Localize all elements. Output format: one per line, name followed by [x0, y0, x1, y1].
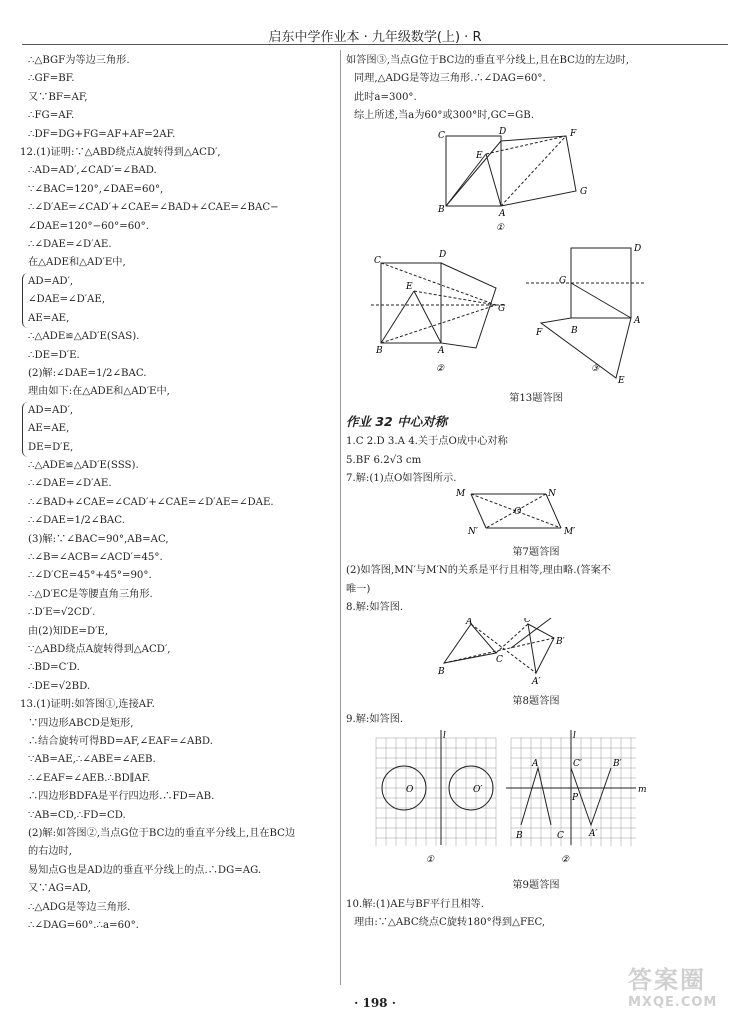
- text-line: ∴FG=AF.: [28, 110, 75, 122]
- svg-text:B: B: [438, 204, 445, 215]
- left-column: [20, 52, 338, 936]
- text-line: 8.解:如答图.: [346, 602, 404, 614]
- text-line: (2)解:∠DAE=1/2∠BAC.: [28, 367, 147, 379]
- text-line: 10.解:(1)AE与BF平行且相等.: [346, 898, 484, 910]
- text-line: ∴∠BAD+∠CAE=∠CAD′+∠CAE=∠D′AE=∠DAE.: [28, 496, 274, 508]
- text-line: AE=AE,: [28, 423, 70, 435]
- svg-text:E: E: [476, 150, 483, 161]
- answer-line: 7.解:(1)点O如答图所示.: [346, 473, 457, 485]
- text-line: 在△ADE和△AD′E中,: [28, 257, 126, 269]
- svg-text:O′: O′: [473, 784, 483, 795]
- figure-9: [346, 730, 726, 870]
- text-line: ∴∠DAE=∠D′AE.: [28, 478, 112, 490]
- svg-text:F: F: [570, 128, 577, 139]
- svg-text:m: m: [638, 784, 647, 795]
- svg-text:C: C: [496, 654, 503, 665]
- text-line: ∵△ABD绕点A旋转得到△ACD′,: [28, 644, 171, 655]
- svg-text:A: A: [532, 758, 539, 769]
- svg-text:A′: A′: [589, 828, 598, 839]
- text-line: (2)解:如答图②,当点G位于BC边的垂直平分线上,且在BC边: [28, 828, 296, 840]
- text-line: ∴DE=D′E.: [28, 349, 80, 361]
- figure-13-1: [346, 126, 726, 236]
- text-line: ∴∠D′AE=∠CAD′+∠CAE=∠BAD+∠CAE=∠BAC−: [28, 202, 279, 214]
- text-line: ∴AD=AD′,∠CAD′=∠BAD.: [28, 165, 157, 177]
- right-column: [346, 52, 726, 932]
- text-line: 易知点G也是AD边的垂直平分线上的点.∴DG=AG.: [28, 864, 262, 876]
- equation-system: [22, 402, 338, 457]
- figure-caption: 第13题答图: [509, 393, 563, 405]
- svg-text:B′: B′: [556, 636, 565, 647]
- svg-text:O: O: [514, 507, 522, 518]
- svg-text:D: D: [499, 126, 507, 137]
- watermark-url: MXQE.COM: [628, 995, 718, 1010]
- text-line: 综上所述,当a为60°或300°时,GC=GB.: [354, 110, 534, 122]
- svg-text:A′: A′: [532, 676, 541, 686]
- watermark-logo: [628, 960, 736, 1012]
- figure-caption: 第9题答图: [512, 880, 560, 892]
- text-line: ∵AB=AE,∴∠ABE=∠AEB.: [28, 754, 156, 766]
- svg-text:B: B: [376, 346, 383, 357]
- text-line: AD=AD′,: [28, 404, 74, 416]
- text-line: 同理,△ADG是等边三角形.∴∠DAG=60°.: [354, 73, 546, 85]
- svg-text:D: D: [634, 244, 642, 255]
- figure-caption: 第7题答图: [512, 546, 560, 558]
- text-line: ∴△ADE≌△AD′E(SSS).: [28, 459, 139, 471]
- text-line: ∴四边形BDFA是平行四边形.∴FD=AB.: [28, 791, 215, 803]
- text-line: 唯一): [346, 583, 371, 595]
- answer-line: 1.C 2.D 3.A 4.关于点O成中心对称: [346, 436, 508, 448]
- figure-label: ②: [436, 364, 445, 375]
- text-line: DE=D′E,: [28, 441, 74, 453]
- svg-text:F: F: [536, 328, 543, 339]
- text-line: AE=AE,: [28, 312, 70, 324]
- svg-text:N′: N′: [468, 527, 478, 537]
- figure-13-2-3: [346, 243, 726, 383]
- svg-text:l: l: [443, 730, 446, 741]
- svg-text:G: G: [559, 276, 567, 287]
- svg-text:O: O: [406, 784, 414, 795]
- text-line: 此时a=300°.: [354, 91, 417, 103]
- text-line: 如答图③,当点G位于BC边的垂直平分线上,且在BC边的左边时,: [346, 55, 630, 66]
- svg-text:l: l: [573, 730, 576, 741]
- svg-text:P: P: [572, 792, 579, 803]
- text-line: 又∵AG=AD,: [28, 883, 91, 895]
- svg-text:E: E: [406, 282, 413, 293]
- svg-text:A: A: [466, 617, 473, 627]
- svg-text:G: G: [580, 186, 588, 197]
- svg-text:C: C: [374, 256, 381, 267]
- text-line: ∴∠EAF=∠AEB.∴BD∥AF.: [28, 772, 151, 784]
- svg-text:M′: M′: [564, 527, 576, 537]
- svg-text:B: B: [571, 326, 578, 337]
- text-line: ∴∠DAE=1/2∠BAC.: [28, 515, 125, 527]
- figure-label: ①: [496, 222, 505, 233]
- svg-text:C′: C′: [524, 617, 533, 625]
- text-line: 理由:∵△ABC绕点C旋转180°得到△FEC,: [354, 916, 546, 928]
- svg-text:A: A: [634, 316, 641, 327]
- svg-text:E: E: [618, 376, 625, 384]
- text-line: ∴DF=DG+FG=AF+AF=2AF.: [28, 128, 176, 140]
- section-title: 作业 32 中心对称: [346, 413, 448, 429]
- text-line: ∴∠DAG=60°.∴a=60°.: [28, 920, 139, 932]
- svg-text:G: G: [498, 304, 506, 315]
- text-line: 理由如下:在△ADE和△AD′E中,: [28, 386, 170, 398]
- answer-line: 5.BF 6.2√3 cm: [346, 454, 422, 466]
- text-line: ∴BD=C′D.: [28, 662, 80, 674]
- svg-text:M: M: [456, 489, 466, 500]
- text-line: ∴D′E=√2CD′.: [28, 607, 96, 619]
- text-line: 的右边时,: [28, 846, 72, 858]
- equation-system: [22, 273, 338, 328]
- text-line: 9.解:如答图.: [346, 714, 404, 726]
- column-divider: [340, 50, 341, 985]
- text-line: (3)解:∵∠BAC=90°,AB=AC,: [28, 533, 169, 545]
- text-line: ∴GF=BF.: [28, 73, 75, 85]
- svg-text:②: ②: [561, 854, 570, 865]
- svg-text:B: B: [438, 666, 445, 677]
- text-line: (2)如答图,MN′与M′N的关系是平行且相等,理由略.(答案不: [346, 565, 611, 577]
- text-line: ∴结合旋转可得BD=AF,∠EAF=∠ABD.: [28, 736, 213, 748]
- svg-text:C: C: [438, 130, 445, 141]
- page-number: · 198 ·: [354, 996, 396, 1010]
- svg-text:A: A: [499, 208, 506, 219]
- problem-12-heading: 12.(1)证明:∵△ABD绕点A旋转得到△ACD′,: [20, 147, 221, 159]
- text-line: ∴△ADG是等边三角形.: [28, 901, 131, 913]
- svg-text:B′: B′: [613, 758, 622, 769]
- text-line: ∴△BGF为等边三角形.: [28, 55, 130, 66]
- header-rule: [22, 44, 728, 45]
- text-line: ∵AB=CD,∴FD=CD.: [28, 809, 126, 821]
- page-header: 启东中学作业本 · 九年级数学(上) · R: [268, 30, 482, 45]
- text-line: ∵四边形ABCD是矩形,: [28, 717, 134, 729]
- text-line: ∠DAE=120°−60°=60°.: [28, 220, 149, 232]
- figure-label: ③: [591, 364, 600, 375]
- text-line: ∴∠B=∠ACB=∠ACD′=45°.: [28, 551, 163, 563]
- svg-text:D: D: [439, 250, 447, 261]
- text-line: 由(2)知DE=D′E,: [28, 625, 109, 637]
- text-line: ∴∠DAE=∠D′AE.: [28, 239, 112, 251]
- svg-text:A: A: [438, 346, 445, 357]
- figure-7: [346, 488, 726, 536]
- text-line: 又∵BF=AF,: [28, 91, 88, 103]
- figure-caption: 第8题答图: [512, 695, 560, 707]
- text-line: ∴DE=√2BD.: [28, 680, 91, 692]
- problem-13-heading: 13.(1)证明:如答图①,连接AF.: [20, 699, 155, 711]
- text-line: ∴∠D′CE=45°+45°=90°.: [28, 570, 152, 582]
- svg-text:N: N: [548, 489, 556, 500]
- svg-text:B: B: [516, 830, 523, 841]
- text-line: ∠DAE=∠D′AE,: [28, 294, 106, 306]
- text-line: ∵∠BAC=120°,∠DAE=60°,: [28, 183, 164, 195]
- text-line: ∴△ADE≌△AD′E(SAS).: [28, 331, 140, 343]
- svg-text:C′: C′: [573, 758, 582, 769]
- svg-text:C: C: [557, 830, 564, 841]
- figure-8: [346, 618, 726, 686]
- svg-text:①: ①: [426, 854, 435, 865]
- text-line: ∴△D′EC是等腰直角三角形.: [28, 588, 153, 600]
- watermark-text: 答案圈: [628, 966, 706, 994]
- text-line: AD=AD′,: [28, 275, 74, 287]
